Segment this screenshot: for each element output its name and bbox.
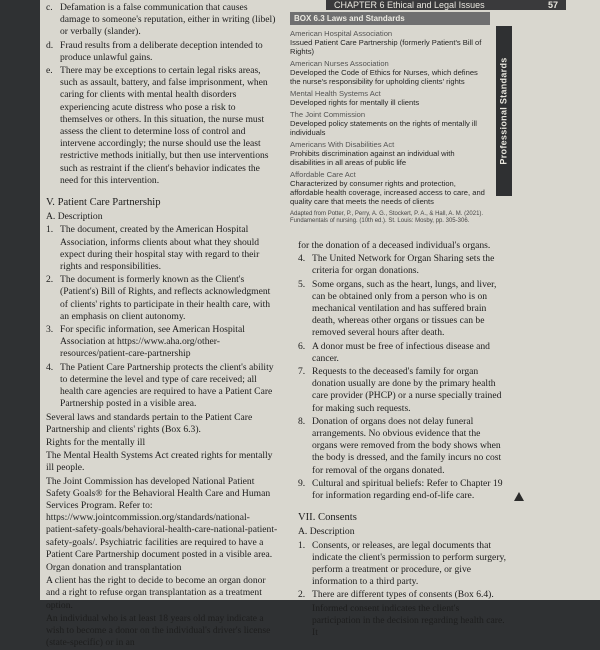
item-number: 3. <box>46 324 54 336</box>
item-number: 5. <box>298 278 306 290</box>
item-number: 1. <box>298 539 306 551</box>
subsection-heading: A. Description <box>298 526 355 538</box>
list-item <box>298 279 508 340</box>
item-text: Fraud results from a deliberate deception intended to produce unlawful gains. <box>60 39 263 63</box>
list-item <box>298 540 508 589</box>
item-number: 2. <box>298 589 306 601</box>
section-heading: V. Patient Care Partnership <box>46 197 161 209</box>
body-paragraph: The Mental Health Systems Act created rights for mentally ill people. <box>46 450 273 474</box>
list-item <box>46 224 278 273</box>
box-title: BOX 6.3 Laws and Standards <box>290 12 490 25</box>
item-text: Cultural and spiritual beliefs: Refer to Chapter 19 for information regarding end-of-life care. <box>312 477 503 502</box>
body-paragraph: for the donation of a deceased individual's organs. <box>298 240 491 251</box>
chapter-title: CHAPTER 6 Ethical and Legal Issues <box>334 0 485 10</box>
list-item <box>46 2 278 39</box>
item-number: e. <box>46 65 53 77</box>
box-entry-title: American Nurses Association <box>290 59 389 68</box>
item-number: 7. <box>298 366 306 378</box>
partnership-list <box>46 224 278 410</box>
item-text: Some organs, such as the heart, lungs, and liver, can be obtained only from a person who is on mechanical ventilation and has suffered brain death, whereas other organs or tissues can be removed several hours after death. <box>312 278 497 339</box>
running-header <box>326 0 566 10</box>
list-item <box>298 341 508 365</box>
body-paragraph: Rights for the mentally ill <box>46 436 146 448</box>
list-item <box>46 362 278 411</box>
list-item <box>298 253 508 277</box>
body-paragraph: A client has the right to decide to become an organ donor and a right to refuse organ transplantation as a treatment option. <box>46 575 266 611</box>
box-entry-title: Mental Health Systems Act <box>290 89 381 98</box>
organ-list <box>298 253 508 502</box>
body-paragraph: The Joint Commission has developed National Patient Safety Goals® for the Behavioral Health Care and Human Services Program. Refer to: https://www.jointcommission.org/standards/national-patient-safety-goals/behavioral-health-care-national-patient-safety-goals/. Psychiatric facilities are required to have a Patient Care Partnership document posted in a visible area. <box>46 475 278 560</box>
box-entry-title: The Joint Commission <box>290 110 366 119</box>
body-paragraph: Organ donation and transplantation <box>46 561 182 573</box>
box-entry-title: American Hospital Association <box>290 29 393 38</box>
list-item <box>298 589 508 601</box>
box-source-note: Adapted from Potter, P., Perry, A. G., Stockert, P. A., & Hall, A. M. (2021). Fundamentals of nursing. (10th ed.). St. Louis: Mosby, pp. 305-306. <box>290 211 484 224</box>
side-tab <box>496 26 512 196</box>
box-entry-text: Developed rights for mentally ill clients <box>290 98 420 107</box>
body-paragraph: An individual who is at least 18 years old may indicate a wish to become a donor on the individual's driver's license (state-specific) or in an <box>46 612 271 649</box>
box-entry-title: Affordable Care Act <box>290 170 356 179</box>
box-entry-text: Developed policy statements on the rights of mentally ill individuals <box>290 119 477 137</box>
subsection-heading: A. Description <box>46 211 103 223</box>
body-paragraph: Several laws and standards pertain to the Patient Care Partnership and clients' rights (Box 6.3). <box>46 411 253 435</box>
box-entry-title: Americans With Disabilities Act <box>290 140 395 149</box>
item-number: 2. <box>46 274 54 286</box>
item-number: 1. <box>46 224 54 236</box>
book-page <box>40 0 600 649</box>
item-text: Requests to the deceased's family for organ donation usually are done by the primary health care provider (PHCP) or a nurse specially trained for making such requests. <box>312 366 502 414</box>
item-text: The document, created by the American Hospital Association, informs clients about what they should expect during their hospital stay with regard to their rights and responsibilities. <box>60 224 260 273</box>
item-number: 6. <box>298 340 306 352</box>
list-item <box>46 65 278 187</box>
laws-standards-box <box>290 12 490 225</box>
item-number: 4. <box>298 253 306 265</box>
item-text: Informed consent indicates the client's participation in the decision regarding health care. It <box>312 602 505 639</box>
consents-list <box>298 540 508 640</box>
item-text: Donation of organs does not delay funeral arrangements. No obvious evidence that the organs were removed from the body shows when the body is dressed, and the family incurs no cost for removal of the organs donated. <box>312 415 502 476</box>
item-text: Defamation is a false communication that causes damage to someone's reputation, either in writing (libel) or verbally (slander). <box>60 2 276 38</box>
item-number: 9. <box>298 477 306 489</box>
box-entry-text: Developed the Code of Ethics for Nurses, which defines the nurse's responsibility for upholding clients' rights <box>290 68 478 86</box>
list-item <box>46 324 278 361</box>
page-number: 57 <box>547 0 558 10</box>
item-number: 8. <box>298 415 306 427</box>
item-text: The United Network for Organ Sharing sets the criteria for organ donations. <box>312 253 495 277</box>
box-entry-text: Prohibits discrimination against an individual with disabilities in all areas of public life <box>290 149 455 167</box>
item-text: For specific information, see American Hospital Association at https://www.aha.org/other-resources/patient-care-partnership <box>60 324 245 360</box>
item-number: 4. <box>46 361 54 373</box>
item-number: c. <box>46 2 53 13</box>
right-column <box>298 240 508 640</box>
left-column <box>46 2 278 650</box>
list-item <box>46 40 278 64</box>
item-text: The document is formerly known as the Client's (Patient's) Bill of Rights, and reflects acknowledgment of clients' rights to participate in their health care, with an emphasis on client autonomy. <box>60 274 271 322</box>
list-item <box>298 603 508 640</box>
item-text: The Patient Care Partnership protects the client's ability to determine the level and type of care received; all health care agencies are required to have a Patient Care Partnership posted in a visible area. <box>60 361 274 410</box>
list-item <box>46 274 278 323</box>
list-item <box>298 416 508 477</box>
list-item <box>298 366 508 415</box>
intro-list <box>46 2 278 187</box>
item-text: A donor must be free of infectious disease and cancer. <box>312 340 490 364</box>
item-number: d. <box>46 39 54 51</box>
side-tab-label: Professional Standards <box>499 57 510 165</box>
triangle-icon <box>514 492 524 501</box>
list-item <box>298 478 508 502</box>
box-entry-text: Issued Patient Care Partnership (formerly Patient's Bill of Rights) <box>290 38 482 56</box>
item-text: Consents, or releases, are legal documents that indicate the client's permission to perform surgery, perform a treatment or procedure, or give information to a third party. <box>312 539 507 588</box>
section-heading: VII. Consents <box>298 512 357 524</box>
item-text: There are different types of consents (Box 6.4). <box>312 589 494 601</box>
item-text: There may be exceptions to certain legal risks areas, such as assault, battery, and false imprisonment, when caring for clients with mental health disorders experiencing acute distress who pose a risk to themselves or others. In this situation, the nurse must assess the client to determine loss of control and intervene accordingly; the nurse should use the least restrictive methods initially, but then use interventions such as restraint if the client's behavior indicates the need for this intervention. <box>60 65 269 186</box>
box-entry-text: Characterized by consumer rights and protection, affordable health coverage, increased access to care, and quality care that meets the needs of clients <box>290 179 485 206</box>
